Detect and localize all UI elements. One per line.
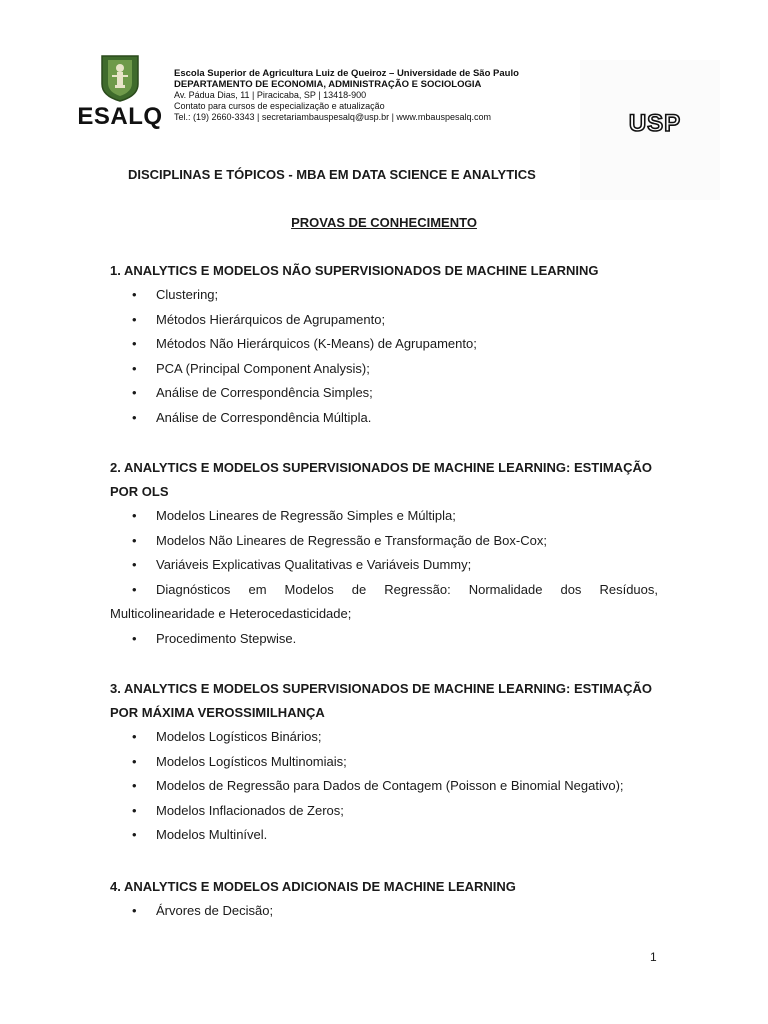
department-line: DEPARTAMENTO DE ECONOMIA, ADMINISTRAÇÃO E SOCIOLOGIA — [174, 79, 482, 90]
topic-list — [110, 899, 658, 924]
page-number: 1 — [650, 950, 657, 964]
section-heading: 3. ANALYTICS E MODELOS SUPERVISIONADOS DE MACHINE LEARNING: ESTIMAÇÃO POR MÁXIMA VEROSSIMILHANÇA — [110, 681, 652, 720]
list-item: • PCA (Principal Component Analysis); — [110, 357, 658, 382]
list-item: • Clustering; — [110, 283, 658, 308]
section-3 — [110, 677, 658, 848]
section-1 — [110, 259, 658, 431]
list-item: • Modelos Logísticos Multinomiais; — [110, 750, 658, 775]
usp-logo — [620, 110, 690, 136]
list-item: • Métodos Não Hierárquicos (K-Means) de Agrupamento; — [110, 332, 658, 357]
institution-block — [174, 68, 574, 123]
list-item: • Análise de Correspondência Múltipla. — [110, 406, 658, 431]
list-item: • Modelos Multinível. — [110, 823, 658, 848]
contact-line: Contato para cursos de especialização e atualização — [174, 101, 385, 111]
list-item: • Modelos Logísticos Binários; — [110, 725, 658, 750]
esalq-wordmark: ESALQ — [77, 103, 163, 130]
phone-line: Tel.: (19) 2660-3343 | secretariambauspesalq@usp.br | www.mbauspesalq.com — [174, 112, 491, 122]
list-item: • Modelos Inflacionados de Zeros; — [110, 799, 658, 824]
section-heading: 2. ANALYTICS E MODELOS SUPERVISIONADOS DE MACHINE LEARNING: ESTIMAÇÃO POR OLS — [110, 460, 652, 499]
institution-line: Escola Superior de Agricultura Luiz de Queiroz – Universidade de São Paulo — [174, 68, 519, 79]
list-item: • Árvores de Decisão; — [110, 899, 658, 924]
address-line: Av. Pádua Dias, 11 | Piracicaba, SP | 13418-900 — [174, 90, 367, 100]
list-item: • Diagnósticos em Modelos de Regressão: Normalidade dos Resíduos, Multicolinearidade e Heterocedasticidade; — [110, 581, 658, 622]
topic-list — [110, 283, 658, 431]
list-item: • Modelos Lineares de Regressão Simples e Múltipla; — [110, 504, 658, 529]
topic-list — [110, 725, 658, 848]
svg-text:USP: USP — [628, 110, 682, 136]
esalq-logo — [72, 54, 168, 132]
list-item: • Variáveis Explicativas Qualitativas e Variáveis Dummy; — [110, 553, 658, 578]
section-2 — [110, 456, 658, 652]
section-heading: 4. ANALYTICS E MODELOS ADICIONAIS DE MACHINE LEARNING — [110, 879, 516, 894]
list-item: • Procedimento Stepwise. — [110, 627, 658, 652]
topic-list — [110, 504, 658, 652]
document-title: DISCIPLINAS E TÓPICOS - MBA EM DATA SCIENCE E ANALYTICS — [128, 167, 536, 182]
list-item: • Métodos Hierárquicos de Agrupamento; — [110, 308, 658, 333]
list-item: • Análise de Correspondência Simples; — [110, 381, 658, 406]
section-4 — [110, 875, 658, 924]
list-item: • Modelos Não Lineares de Regressão e Transformação de Box-Cox; — [110, 529, 658, 554]
list-item: • Modelos de Regressão para Dados de Contagem (Poisson e Binomial Negativo); — [110, 774, 658, 799]
esalq-crest-icon — [100, 54, 140, 102]
document-subtitle: PROVAS DE CONHECIMENTO — [291, 215, 477, 230]
section-heading: 1. ANALYTICS E MODELOS NÃO SUPERVISIONADOS DE MACHINE LEARNING — [110, 263, 599, 278]
